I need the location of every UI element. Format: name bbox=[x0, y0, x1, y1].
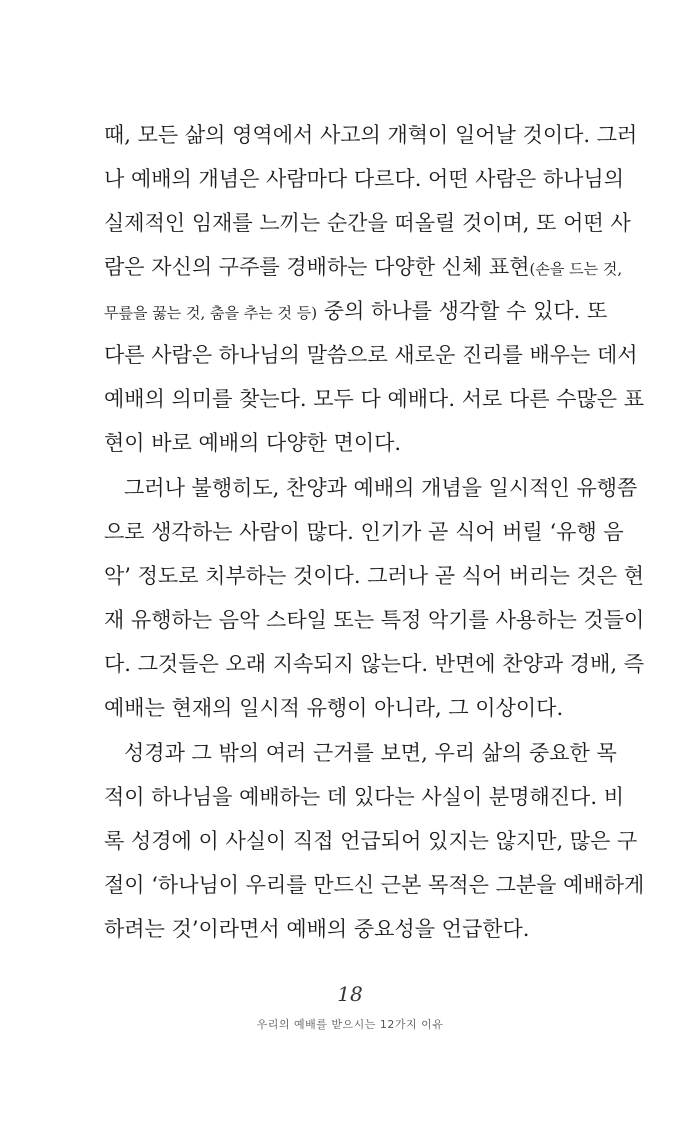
body-text-line: 절이 ‘하나님이 우리를 만드신 근본 목적은 그분을 예배하게 bbox=[104, 873, 645, 897]
page-number: 18 bbox=[337, 982, 363, 1006]
body-text-line: 록 성경에 이 사실이 직접 언급되어 있지는 않지만, 많은 구 bbox=[104, 829, 638, 853]
body-text-segment: 중의 하나를 생각할 수 있다. 또 bbox=[317, 299, 608, 323]
body-text-segment: 람은 자신의 구주를 경배하는 다양한 신체 표현 bbox=[104, 255, 530, 279]
body-text-line: 예배의 의미를 찾는다. 모두 다 예배다. 서로 다른 수많은 표 bbox=[104, 387, 645, 411]
body-text-line: 다. 그것들은 오래 지속되지 않는다. 반면에 찬양과 경배, 즉 bbox=[104, 652, 645, 676]
body-text-line bbox=[104, 297, 608, 327]
body-text-line: 나 예배의 개념은 사람마다 다르다. 어떤 사람은 하나님의 bbox=[104, 167, 624, 191]
parenthetical-note: (손을 드는 것, bbox=[529, 260, 623, 278]
body-text-line: 재 유행하는 음악 스타일 또는 특정 악기를 사용하는 것들이 bbox=[104, 608, 645, 632]
body-text-line: 예배는 현재의 일시적 유행이 아니라, 그 이상이다. bbox=[104, 696, 564, 720]
body-text-line: 으로 생각하는 사람이 많다. 인기가 곧 식어 버릴 ‘유행 음 bbox=[104, 520, 624, 544]
body-text-line: 실제적인 임재를 느끼는 순간을 떠올릴 것이며, 또 어떤 사 bbox=[104, 211, 631, 235]
body-text-line: 악’ 정도로 치부하는 것이다. 그러나 곧 식어 버리는 것은 현 bbox=[104, 564, 645, 588]
body-text-line: 하려는 것’이라면서 예배의 중요성을 언급한다. bbox=[104, 917, 530, 941]
body-text-line: 현이 바로 예배의 다양한 면이다. bbox=[104, 431, 402, 455]
body-text-line: 때, 모든 삶의 영역에서 사고의 개혁이 일어날 것이다. 그러 bbox=[104, 123, 638, 147]
parenthetical-note: 무릎을 꿇는 것, 춤을 추는 것 등) bbox=[104, 304, 318, 322]
body-text-line: 성경과 그 밖의 여러 근거를 보면, 우리 삶의 중요한 목 bbox=[124, 741, 617, 765]
body-text-line bbox=[104, 253, 623, 283]
body-text-line: 다른 사람은 하나님의 말씀으로 새로운 진리를 배우는 데서 bbox=[104, 343, 638, 367]
body-text-line: 그러나 불행히도, 찬양과 예배의 개념을 일시적인 유행쯤 bbox=[124, 476, 638, 500]
body-text-line: 적이 하나님을 예배하는 데 있다는 사실이 분명해진다. 비 bbox=[104, 785, 624, 809]
running-footer-title: 우리의 예배를 받으시는 12가지 이유 bbox=[256, 1018, 444, 1031]
